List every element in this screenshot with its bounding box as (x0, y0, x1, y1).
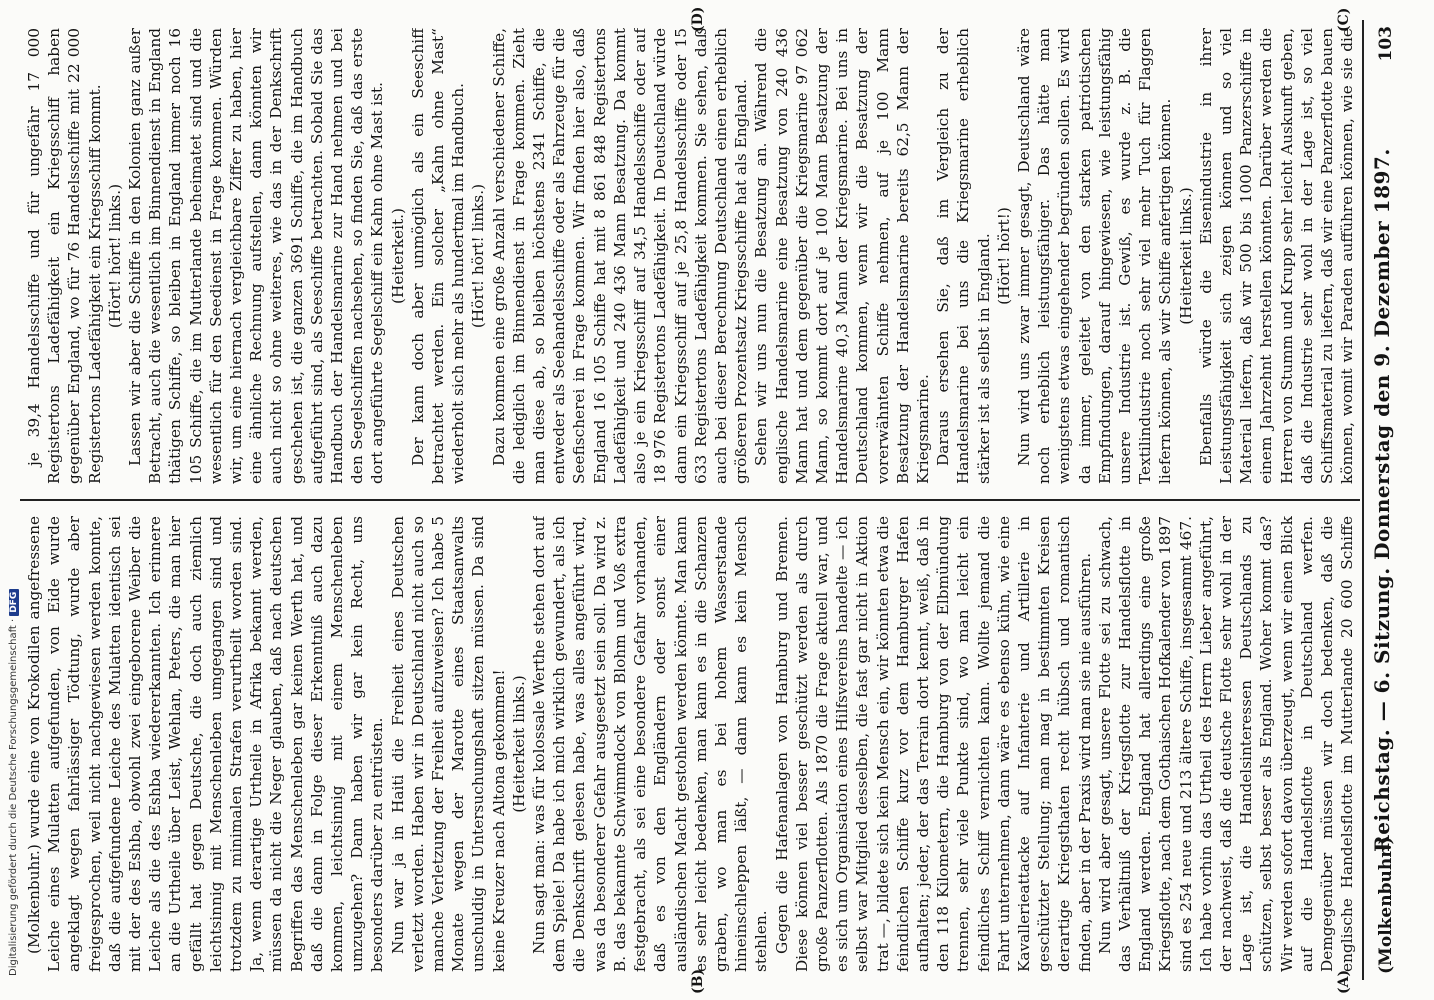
paragraph: Ebenfalls würde die Eisenindustrie in ihrer Leistungsfähigkeit sich zeigen können und so viel Material liefern, daß wir 500 bis 1000 Panzerschiffe in einem Jahrzehnt herstellen könnten. Darüber werden die Herren von Stumm und Krupp sehr leicht Auskunft geben, daß die Industrie sehr wohl in der Lage ist, so viel Schiffsmaterial zu liefern, daß wir eine Panzerflotte bauen können, womit wir Paraden aufführen können, wie sie die (1196, 28, 1356, 484)
paragraph: Der kann doch aber unmöglich als ein Seeschiff betrachtet werden. Ein solcher „Kahn ohne Mast“ wiederholt sich mehr als hundertmal im Handbuch. (408, 28, 468, 484)
text-column-right (24, 28, 1356, 484)
paragraph: Daraus ersehen Sie, daß im Vergleich zu der Handelsmarine bei uns die Kriegsmarine erheblich stärker ist als selbst in England. (934, 28, 993, 484)
credit-text: Digitalisierung gefördert durch die Deutsche Forschungsgemeinschaft · (8, 618, 19, 976)
interjection: (Hört! hört!) (994, 207, 1013, 305)
column-divider (20, 499, 1360, 501)
header-rule (1362, 20, 1364, 980)
page-title: Reichstag. — 6. Sitzung. Donnerstag den 9. Dezember 1897. (1370, 148, 1394, 852)
page-number: 103 (1376, 26, 1396, 62)
paragraph: Sehen wir uns nun die Besatzung an. Während die englische Handelsmarine eine Besatzung von 240 436 Mann hat und dem gegenüber die Kriegsmarine 97 062 Mann, so kommt dort auf je 100 Mann Besatzung der Handelsmarine 40,3 Mann der Kriegsmarine. Bei uns in Deutschland kommen, wenn wir die Besatzung der vorerwähnten Schiffe nehmen, auf je 100 Mann Besatzung der Handelsmarine bereits 62,5 Mann der Kriegsmarine. (752, 28, 932, 484)
paragraph: Nun war ja in Haiti die Freiheit eines Deutschen verletzt worden. Haben wir in Deutschland nicht auch so manche Verletzung der Freiheit aufzuweisen? Ich habe 5 Monate wegen der Marotte eines Staatsanwalts unschuldig in Untersuchungshaft sitzen müssen. Da sind keine Kreuzer nach Altona gekommen! (388, 516, 508, 972)
paragraph: Nun sagt man: was für kolossale Werthe stehen dort auf dem Spiele! Da habe ich mich wirklich gewundert, als ich die Denkschrift gelesen habe, was alles angeführt wird, was da besonderer Gefahr ausgesetzt sein soll. Da wird z. B. das bekannte Schwimmdock von Blohm und Voß extra festgebracht, als sei eine besondere Gefahr vorhanden, daß es von den Engländern oder sonst einer ausländischen Macht gestohlen werden könnte. Man kann es sehr leicht bedenken, man kann es in die Schanzen graben, wo man es bei hohem Wasserstande hineinschleppen läßt, — dann kann es kein Mensch stehlen. (530, 516, 771, 972)
interjection: (Hört! hört! links.) (469, 183, 488, 329)
paragraph: Nun wird uns zwar immer gesagt, Deutschland wäre noch erheblich leistungsfähiger. Das hätte man wenigstens etwas eingehender begründen sollen. Es wird da immer, geleitet von den starken patriotischen Empfindungen, darauf hingewiesen, wie leistungsfähig unsere Industrie ist. Gewiß, es wurde z. B. die Textilindustrie noch sehr viel mehr Tuch für Flaggen liefern können, als wir Schiffe anfertigen können. (1014, 28, 1175, 484)
interjection: (Heiterkeit.) (388, 208, 407, 304)
interjection: (Heiterkeit links.) (509, 675, 528, 813)
paragraph: je 39,4 Handelsschiffe und für ungefähr 17 000 Registertons Ladefähigkeit ein Kriegsschiff haben gegenüber England, wo für 76 Handelsschiffe mit 22 000 Registertons Ladefähigkeit ein Kriegsschiff kommt. (25, 28, 104, 484)
paragraph: (Molkenbuhr.) wurde eine von Krokodilen angefressene Leiche eines Mulatten aufgefunden, von Eide wurde angeklagt wegen fahrlässiger Tödtung, wurde aber freigesprochen, weil nicht nachgewiesen werden konnte, daß die aufgefundene Leiche des Mulatten identisch sei mit der des Eshba, obwohl zwei eingeborene Weiber die Leiche als die des Eshba wiedererkannten. Ich erinnere an die Urtheile über Leist, Wehlan, Peters, die man hier gefällt hat gegen Deutsche, die doch auch ziemlich leichtsinnig mit Menschenleben umgegangen sind und trotzdem zu minimalen Strafen verurtheilt worden sind. Ja, wenn derartige Urtheile in Afrika bekannt werden, müssen da nicht die Neger glauben, daß nach deutschen Begriffen das Menschenleben gar keinen Werth hat, und daß die dann in Folge dieser Erkenntniß auch dazu kommen, leichtsinnig mit einem Menschenleben umzugehen? Dann haben wir gar kein Recht, uns besonders darüber zu entrüsten. (25, 516, 387, 972)
margin-marker-d: (D) (690, 6, 706, 32)
page-header (1366, 20, 1406, 980)
dfg-logo: DFG (9, 589, 19, 616)
column-left-label: (Molkenbuhr.) (1376, 836, 1396, 974)
text-column-left (24, 516, 1356, 972)
paragraph: Dazu kommen eine große Anzahl verschiedener Schiffe, die lediglich im Binnendienst in Frage kommen. Zieht man diese ab, so bleiben höchstens 2341 Schiffe, die entweder als Seehandelsschiffe oder als Fahrzeuge für die Seefischerei in Frage kommen. Wir finden hier also, daß England 16 105 Schiffe hat mit 8 861 848 Registertons Ladefähigkeit und 240 436 Mann Besatzung. Da kommt also je ein Kriegsschiff auf 34,5 Handelsschiffe oder auf 18 976 Registertons Ladefähigkeit. In Deutschland würde dann ein Kriegsschiff auf je 25,8 Handelsschiffe oder 15 633 Registertons Ladefähigkeit kommen. Sie sehen, daß auch bei dieser Berechnung Deutschland einen erheblich größeren Prozentsatz Kriegsschiffe hat als England. (489, 28, 751, 484)
margin-marker-c: (C) (1336, 7, 1352, 32)
margin-marker-a: (A) (1336, 969, 1352, 994)
interjection: (Heiterkeit links.) (1176, 187, 1195, 325)
interjection: (Hört! hört! links.) (105, 183, 124, 329)
paragraph: Lassen wir aber die Schiffe in den Kolonien ganz außer Betracht, auch die wesentlich im Binnendienst in England thätigen Schiffe, so bleiben in England immer noch 16 105 Schiffe, die im Mutterlande beheimatet sind und die wesentlich für den Seedienst in Frage kommen. Würden wir, um eine hiernach vergleichbare Ziffer zu haben, hier eine ähnliche Rechnung aufstellen, dann könnten wir auch nicht so ohne weiteres, wie das in der Denkschrift geschehen ist, die ganzen 3691 Schiffe, die im Handbuch aufgeführt sind, als Seeschiffe betrachten. Sobald Sie das Handbuch der Handelsmarine zur Hand nehmen und bei den Segelschiffen nachsehen, so finden Sie, daß das erste dort angeführte Segelschiff ein Kahn ohne Mast ist. (126, 28, 387, 484)
digitization-credit (8, 589, 19, 976)
paragraph: Gegen die Hafenanlagen von Hamburg und Bremen. Diese können viel besser geschützt werden als durch große Panzerflotten. Als 1870 die Frage aktuell war, und es sich um Organisation eines Hilfsvereins handelte — ich selbst war Mitglied desselben, die fast gar nicht in Aktion trat —, bildete sich kein Mensch ein, wir könnten etwa die feindlichen Schiffe kurz vor dem Hamburger Hafen aufhalten; jeder, der das Terrain dort kennt, weiß, daß in den 118 Kilometern, die Hamburg von der Elbmündung trennen, sehr viele Punkte sind, wo man leicht ein feindliches Schiff vernichten kann. Wollte jemand die Fahrt unternehmen, dann wäre es ebenso kühn, wie eine Kavallerieattacke auf Infanterie und Artillerie in geschützter Stellung; man mag in bestimmten Kreisen derartige Kriegsthaten recht hübsch und romantisch finden, aber in der Praxis wird man sie nie ausführen. (772, 516, 1094, 972)
paragraph: Nun wird aber gesagt, unsere Flotte sei zu schwach, das Verhältniß der Kriegsflotte zur Handelsflotte in England werden. England hat allerdings eine große Kriegsflotte, nach dem Gothaischen Hofkalender von 1897 sind es 254 neue und 213 ältere Schiffe, insgesammt 467. Ich habe vorhin das Urtheil des Herrn Lieber angeführt, der nachweist, daß die deutsche Flotte sehr wohl in der Lage ist, die Handelsinteressen Deutschlands zu schützen, selbst besser als England. Woher kommt das? Wir werden sofort davon überzeugt, wenn wir einen Blick auf die Handelsflotte in Deutschland werfen. Demgegenüber müssen wir doch bedenken, daß die englische Handelsflotte im Mutterlande 20 600 Schiffe (1095, 516, 1356, 972)
margin-marker-b: (B) (690, 968, 706, 994)
